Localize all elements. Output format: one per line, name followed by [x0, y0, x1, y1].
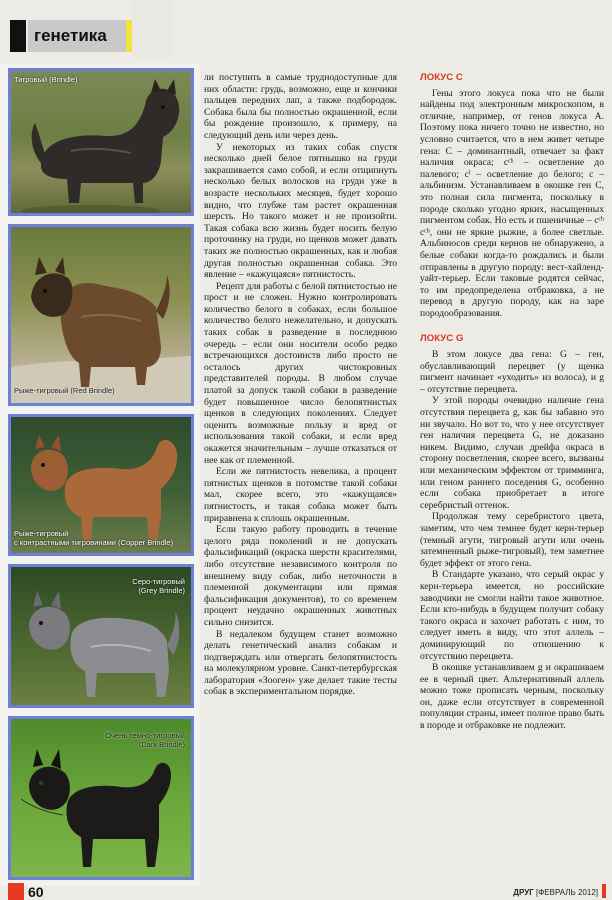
photo-caption: Тигровый (Brindle) — [14, 75, 78, 84]
locus-c-heading: ЛОКУС С — [420, 72, 463, 83]
magazine-credit — [513, 888, 598, 897]
photo-caption: Серо-тигровый (Grey Brindle) — [132, 577, 185, 595]
section-title: генетика — [28, 20, 126, 52]
photo-dark-brindle — [8, 716, 194, 880]
paragraph: В окошке устанавливаем g и окрашиваем ее в черный цвет. Альтернативный аллель можно тоже прописать черным, поскольку он, даже если отсутствует в современной популяции страны, имеет полное право быть в породе и отбраковке не подлежит. — [420, 662, 604, 732]
article-column-2 — [420, 72, 604, 732]
photo-red-brindle — [8, 224, 194, 406]
page-number: 60 — [28, 884, 44, 900]
header-stripe — [126, 20, 132, 52]
header-marker — [10, 20, 26, 52]
article-column-1 — [204, 72, 397, 698]
magazine-issue: [ФЕВРАЛЬ 2012] — [535, 888, 598, 897]
paragraph: У некоторых из таких собак спустя несколько дней белое пятнышко на груди закрашивается само собой, и если отщипнуть несколько белых волосков на груди уже в возрасте нескольких месяцев, будет хорошо видно, что глубже там растет окрашенная шерсть. Но такого может и не произойти. Такая собака всю жизнь будет носить белую проточинку на груди, но щенков может давать таких же полностью окрашенных, как и любая другая полностью окрашенная собака. Это явление – «кажущаяся» пятнистость. — [204, 141, 397, 281]
footer-bar — [602, 884, 606, 898]
photo-column — [0, 64, 200, 886]
paragraph: Рецепт для работы с белой пятнистостью не прост и не сложен. Нужно контролировать количество белого в собаках, если большое количество белого нежелательно, и допускать таких собак в разведение в последнюю очередь – если они носители особо редко встречающихся достоинств либо просто не осталось других чистокровных представителей породы. В любом случае платой за допуск такой собаки в разведение будет повышенное число белопятнистых щенков в следующих поколениях. Следует оценить возможные пользу и вред от использования такой собаки, и если вред окажется значительным – лучше отказаться от нее как от племенной. — [204, 280, 397, 466]
footer-marker — [8, 883, 24, 900]
paragraph: ли поступить в самые труднодоступные для них области: грудь, возможно, еще и кончики пальцев передних лап, а также подбородок. Собака была бы полностью окрашенной, если бы рождение произошло, к примеру, на следующий день или через день. — [204, 72, 397, 141]
photo-caption: Очень темно-тигровый (Dark Brindle) — [105, 731, 185, 749]
paragraph: Если такую работу проводить в течение целого ряда поколений и не допускать фальсификаций (окраска шерсти красителями, либо отсутствие независимого контроля по внешнему виду собак, либо неточности в племенной документации или прямая фальсификация документов), то со временем процент неудачно окрашенных животных сильно снизится. — [204, 524, 397, 628]
paragraph: Продолжая тему серебристого цвета, заметим, что чем темнее будет керн-терьер (темный агути, тигровый агути или очень затемненный рыже-тигровый), тем заметнее будет эффект от этого гена. — [420, 511, 604, 569]
locus-g-heading: ЛОКУС G — [420, 333, 464, 345]
photo-brindle — [8, 68, 194, 216]
header-background — [132, 0, 172, 58]
paragraph: Если же пятнистость невелика, а процент пятнистых щенков в потомстве такой собаки мал, скорее всего, это «кажущаяся» пятнистость, и такая собака может быть приравнена к сплошь окрашенным. — [204, 466, 397, 524]
photo-grey-brindle — [8, 564, 194, 708]
paragraph: У этой породы очевидно наличие гена отсутствия перецвета g, как бы забавно это ни звучало. Но вот то, что у нее отсутствует ген наличия перецвета G, не доказано никем. Видимо, случаи дрейфа окраса в сторону посветления, скорее всего, вызваны или механическим эффектом от тримминга, или геном раннего поседения G, особенно если собака приобретает в итоге серебристый оттенок. — [420, 395, 604, 511]
paragraph: Гены этого локуса пока что не были найдены под электронным микроскопом, в отличие, например, от генов локуса A. Поэтому пока ничего точно не известно, но условно считается, что в нем живет четыре гена: C – доминантный, отвечает за факт наличия окраса; cᶜʰ – осветление до палевого; cˡ – осветление до белого; c – альбинизм. Устанавливаем в окошке ген C, это полная сила пигмента, поскольку в породе сколько угодно ярких, насыщенных пигментом собак. Но есть и пшеничные – cᶜʰ cᶜʰ, они не яркие рыжие, а более светлые. Альбиносов среди кернов не обнаружено, а белые собаки когда-то рождались и были отправлены в другую породу: вест-хайленд-уайт-терьер. Если таковые родятся сейчас, то им предопределена отбраковка, а не перевод в другую породу, как на заре породообразования. — [420, 87, 604, 319]
photo-caption: Рыже-тигровый (Red Brindle) — [14, 386, 115, 395]
photo-copper-brindle — [8, 414, 194, 556]
photo-caption: Рыже-тигровый с контрастными тигровинами (Copper Brindle) — [14, 529, 174, 547]
dog-brindle-image — [11, 71, 194, 216]
paragraph: В этом локусе два гена: G – ген, обуславливающий перецвет (у щенка пигмент начинает «уходить» из волоса), и g – отсутствие перецвета. — [420, 349, 604, 395]
magazine-name: ДРУГ — [513, 888, 534, 897]
paragraph: В недалеком будущем станет возможно делать генетический анализ собакам и подтверждать или отвергать белопятнистость на молекулярном уровне. Санкт-петербургская лаборатория «Зооген» уже делает такие тесты собак в экспериментальном порядке. — [204, 628, 397, 698]
paragraph: В Стандарте указано, что серый окрас у керн-терьера имеется, но российские заводчики не смогли найти такое животное. Если кто-нибудь в будущем получит собаку такого окраса и захочет работать с ним, то следует иметь в виду, что этот аллель – доминирующий по отношению к отсутствию перецвета. — [420, 569, 604, 662]
dog-red-brindle-image — [11, 227, 194, 406]
